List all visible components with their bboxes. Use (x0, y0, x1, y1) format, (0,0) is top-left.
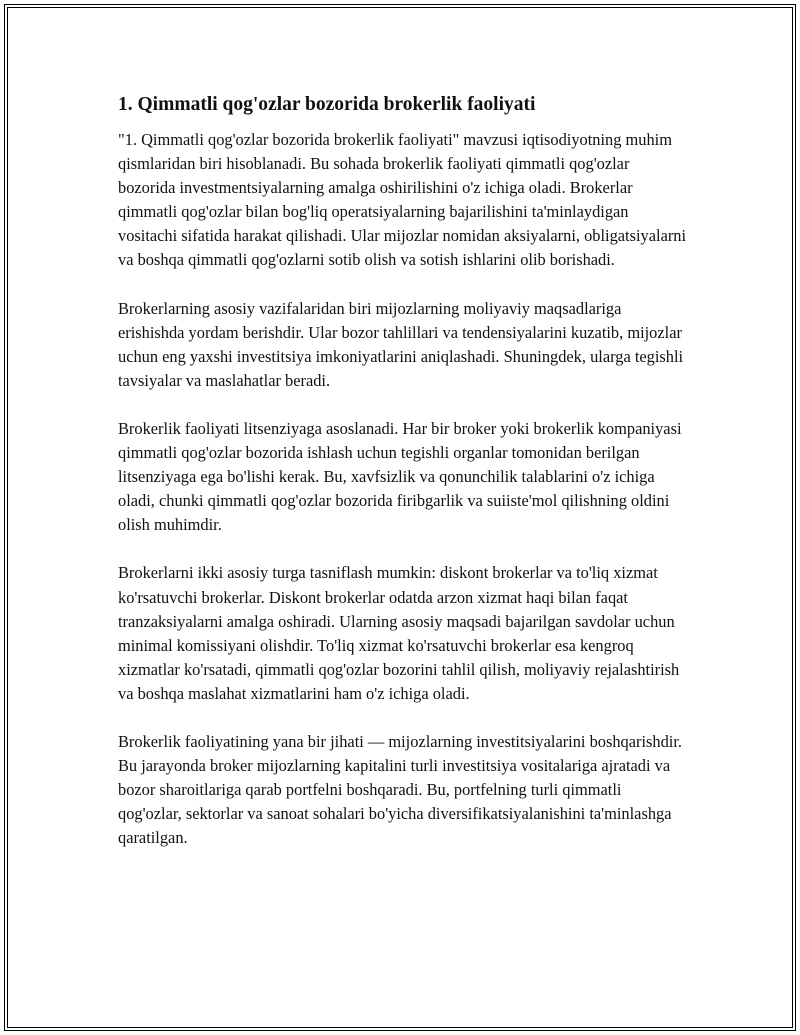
section-heading: 1. Qimmatli qog'ozlar bozorida brokerlik faoliyati (118, 94, 536, 115)
paragraph-portfolio-management: Brokerlik faoliyatining yana bir jihati — mijozlarning investitsiyalarini boshqarishdir. Bu jarayonda broker mijozlarning kapitalini turli investitsiya vositalariga ajratadi va bozor sharoitlariga qarab portfelni boshqaradi. Bu, portfelning turli qimmatli qog'ozlar, sektorlar va sanoat sohalari bo'yicha diversifikatsiyalanishini ta'minlashga qaratilgan. (118, 731, 683, 848)
paragraph-licensing: Brokerlik faoliyati litsenziyaga asoslanadi. Har bir broker yoki brokerlik kompaniyasi qimmatli qog'ozlar bozorida ishlash uchun tegishli organlar tomonidan berilgan litsenziyaga ega bo'lishi kerak. Bu, xavfsizlik va qonunchilik talablarini o'z ichiga oladi, chunki qimmatli qog'ozlar bozorida firibgarlik va suiiste'mol qilishning oldini olish muhimdir. (118, 418, 682, 535)
paragraph-broker-duties: Brokerlarning asosiy vazifalaridan biri mijozlarning moliyaviy maqsadlariga erishishda yordam berishdir. Ular bozor tahlillari va tendensiyalarini kuzatib, mijozlar uchun eng yaxshi investitsiya imkoniyatlarini aniqlashadi. Shuningdek, ularga tegishli tavsiyalar va maslahatlar beradi. (118, 298, 684, 390)
document-body (118, 92, 688, 874)
paragraph-broker-types: Brokerlarni ikki asosiy turga tasniflash mumkin: diskont brokerlar va to'liq xizmat ko'rsatuvchi brokerlar. Diskont brokerlar odatda arzon xizmat haqi bilan faqat tranzaksiyalarni amalga oshiradi. Ularning asosiy maqsadi bajarilgan savdolar uchun minimal komissiyani olishdir. To'liq xizmat ko'rsatuvchi brokerlar esa kengroq xizmatlar ko'rsatadi, qimmatli qog'ozlar bozorini tahlil qilish, moliyaviy rejalashtirish va boshqa maslahat xizmatlarini ham o'z ichiga oladi. (118, 563, 680, 703)
paragraph-intro: "1. Qimmatli qog'ozlar bozorida brokerlik faoliyati" mavzusi iqtisodiyotning muhim qismlaridan biri hisoblanadi. Bu sohada brokerlik faoliyati qimmatli qog'ozlar bozorida investmentsiyalarning amalga oshirilishini o'z ichiga oladi. Brokerlar qimmatli qog'ozlar bilan bog'liq operatsiyalarning bajarilishini ta'minlaydigan vositachi sifatida harakat qilishadi. Ular mijozlar nomidan aksiyalarni, obligatsiyalarni va boshqa qimmatli qog'ozlarni sotib olish va sotish ishlarini olib borishadi. (118, 130, 687, 270)
